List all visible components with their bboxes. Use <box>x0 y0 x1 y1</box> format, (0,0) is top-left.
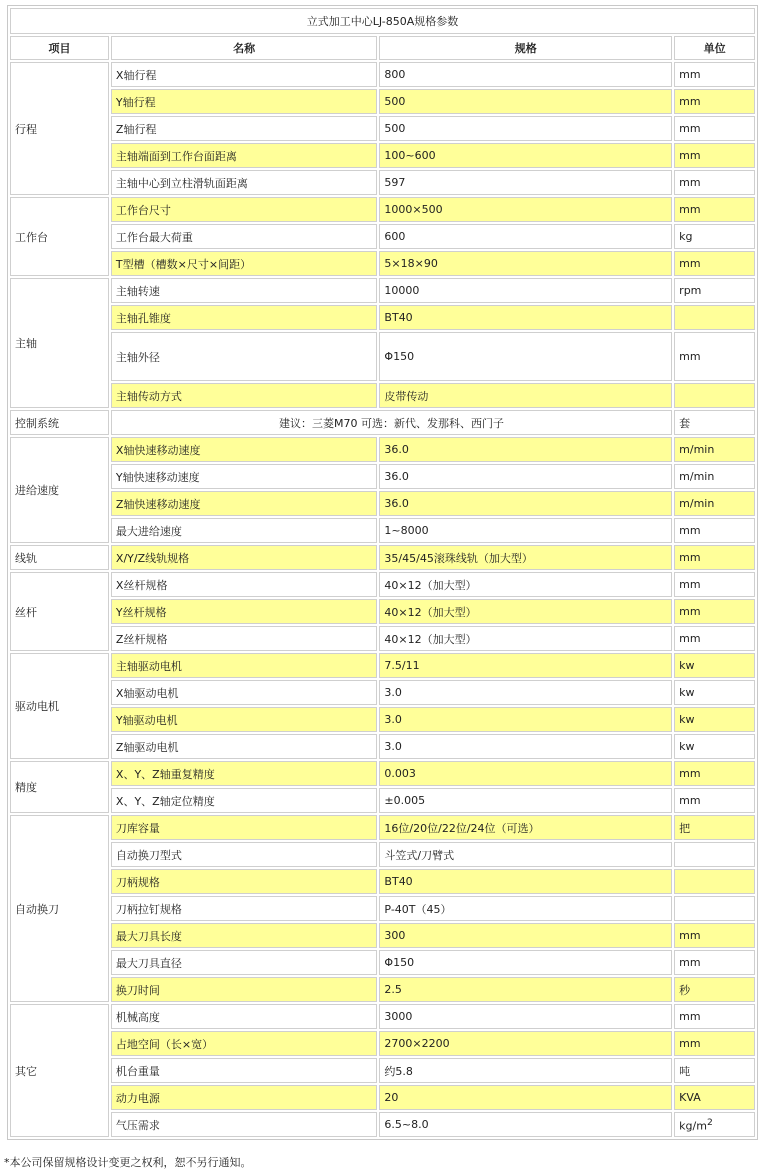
table-row <box>10 251 755 276</box>
spec-cell: 3.0 <box>379 734 672 759</box>
unit-cell <box>674 1004 755 1029</box>
table-row <box>10 1058 755 1083</box>
table-row <box>10 842 755 867</box>
unit-cell <box>674 170 755 195</box>
category-cell: 线轨 <box>10 545 109 570</box>
name-cell: 自动换刀型式 <box>111 842 378 867</box>
unit-cell <box>674 1058 755 1083</box>
name-cell: 刀柄拉钉规格 <box>111 896 378 921</box>
spec-cell: 0.003 <box>379 761 672 786</box>
unit-text: mm <box>679 1010 701 1023</box>
spec-cell: 500 <box>379 116 672 141</box>
unit-cell <box>674 197 755 222</box>
table-row <box>10 116 755 141</box>
table-header-row <box>10 36 755 60</box>
unit-text: mm <box>679 95 701 108</box>
spec-cell: 600 <box>379 224 672 249</box>
unit-cell <box>674 734 755 759</box>
category-cell: 丝杆 <box>10 572 109 651</box>
unit-text: mm <box>679 632 701 645</box>
spec-cell: 7.5/11 <box>379 653 672 678</box>
name-cell: 刀库容量 <box>111 815 378 840</box>
spec-cell: 40×12（加大型） <box>379 599 672 624</box>
unit-cell <box>674 626 755 651</box>
name-cell: X轴驱动电机 <box>111 680 378 705</box>
unit-cell <box>674 1112 755 1137</box>
spec-cell: 皮带传动 <box>379 383 672 408</box>
category-cell: 精度 <box>10 761 109 813</box>
unit-text: mm <box>679 956 701 969</box>
name-cell: 主轴驱动电机 <box>111 653 378 678</box>
category-cell: 控制系统 <box>10 410 109 435</box>
table-row <box>10 896 755 921</box>
name-cell: Z轴行程 <box>111 116 378 141</box>
spec-cell: 2700×2200 <box>379 1031 672 1056</box>
spec-cell: BT40 <box>379 305 672 330</box>
spec-cell: 约5.8 <box>379 1058 672 1083</box>
spec-cell: 20 <box>379 1085 672 1110</box>
unit-cell <box>674 842 755 867</box>
spec-cell: 36.0 <box>379 464 672 489</box>
table-row <box>10 599 755 624</box>
unit-cell <box>674 437 755 462</box>
unit-text: mm <box>679 257 701 270</box>
table-row <box>10 1004 755 1029</box>
name-cell: 机台重量 <box>111 1058 378 1083</box>
unit-text: mm <box>679 767 701 780</box>
unit-cell <box>674 332 755 381</box>
unit-text: KVA <box>679 1091 701 1104</box>
unit-superscript: 2 <box>706 1116 713 1128</box>
spec-cell: Φ150 <box>379 332 672 381</box>
unit-cell <box>674 278 755 303</box>
unit-text: mm <box>679 1037 701 1050</box>
unit-cell <box>674 1085 755 1110</box>
table-row <box>10 305 755 330</box>
unit-text: mm <box>679 203 701 216</box>
table-row <box>10 1085 755 1110</box>
table-row <box>10 518 755 543</box>
name-cell: X/Y/Z线轨规格 <box>111 545 378 570</box>
name-cell: Y轴驱动电机 <box>111 707 378 732</box>
unit-cell <box>674 116 755 141</box>
name-cell: 气压需求 <box>111 1112 378 1137</box>
category-cell: 自动换刀 <box>10 815 109 1002</box>
name-cell: 最大刀具直径 <box>111 950 378 975</box>
name-cell: T型槽（槽数×尺寸×间距） <box>111 251 378 276</box>
unit-cell <box>674 491 755 516</box>
unit-cell <box>674 599 755 624</box>
name-cell: 最大刀具长度 <box>111 923 378 948</box>
unit-text: kw <box>679 740 695 753</box>
table-row <box>10 788 755 813</box>
unit-cell <box>674 545 755 570</box>
spec-cell: 40×12（加大型） <box>379 572 672 597</box>
spec-cell: BT40 <box>379 869 672 894</box>
spec-table <box>7 5 758 1140</box>
table-row <box>10 89 755 114</box>
unit-cell <box>674 653 755 678</box>
unit-cell <box>674 977 755 1002</box>
unit-text: kg/m <box>679 1119 707 1133</box>
unit-text: 套 <box>679 416 691 430</box>
category-cell: 工作台 <box>10 197 109 276</box>
unit-cell <box>674 1031 755 1056</box>
header-item: 项目 <box>10 36 109 60</box>
name-cell: 主轴孔锥度 <box>111 305 378 330</box>
table-row <box>10 923 755 948</box>
unit-text: m/min <box>679 497 715 510</box>
unit-cell <box>674 923 755 948</box>
unit-text: mm <box>679 578 701 591</box>
unit-cell <box>674 383 755 408</box>
unit-cell <box>674 572 755 597</box>
unit-cell <box>674 305 755 330</box>
unit-text: mm <box>679 176 701 189</box>
category-cell: 其它 <box>10 1004 109 1137</box>
name-cell: Z轴快速移动速度 <box>111 491 378 516</box>
unit-text: 把 <box>679 821 691 835</box>
unit-text: rpm <box>679 284 702 297</box>
spec-cell: 16位/20位/22位/24位（可选） <box>379 815 672 840</box>
table-row <box>10 278 755 303</box>
spec-cell: 800 <box>379 62 672 87</box>
table-row <box>10 950 755 975</box>
name-cell: 占地空间（长×宽） <box>111 1031 378 1056</box>
unit-text: 秒 <box>679 983 691 997</box>
unit-text: mm <box>679 551 701 564</box>
unit-cell <box>674 251 755 276</box>
name-cell: 工作台最大荷重 <box>111 224 378 249</box>
category-cell: 行程 <box>10 62 109 195</box>
table-row <box>10 410 755 435</box>
name-cell: 工作台尺寸 <box>111 197 378 222</box>
name-cell: 主轴转速 <box>111 278 378 303</box>
unit-text: mm <box>679 605 701 618</box>
name-cell: X丝杆规格 <box>111 572 378 597</box>
table-row <box>10 734 755 759</box>
table-row <box>10 977 755 1002</box>
unit-text: mm <box>679 524 701 537</box>
unit-cell <box>674 788 755 813</box>
spec-cell: 3000 <box>379 1004 672 1029</box>
spec-cell: 300 <box>379 923 672 948</box>
name-cell: 机械高度 <box>111 1004 378 1029</box>
category-cell: 驱动电机 <box>10 653 109 759</box>
name-cell: 主轴中心到立柱滑轨面距离 <box>111 170 378 195</box>
spec-cell: 500 <box>379 89 672 114</box>
spec-cell: 1~8000 <box>379 518 672 543</box>
unit-text: m/min <box>679 470 715 483</box>
spec-cell: 10000 <box>379 278 672 303</box>
unit-cell <box>674 464 755 489</box>
category-cell: 主轴 <box>10 278 109 408</box>
table-row <box>10 383 755 408</box>
table-row <box>10 653 755 678</box>
name-cell: 刀柄规格 <box>111 869 378 894</box>
category-cell: 进给速度 <box>10 437 109 543</box>
name-cell: 换刀时间 <box>111 977 378 1002</box>
spec-cell: 3.0 <box>379 680 672 705</box>
unit-cell <box>674 896 755 921</box>
unit-text: mm <box>679 350 701 363</box>
name-cell: 主轴传动方式 <box>111 383 378 408</box>
table-row <box>10 332 755 381</box>
spec-cell: 597 <box>379 170 672 195</box>
spec-cell: 2.5 <box>379 977 672 1002</box>
spec-cell: 5×18×90 <box>379 251 672 276</box>
name-cell: Y轴快速移动速度 <box>111 464 378 489</box>
name-cell: 动力电源 <box>111 1085 378 1110</box>
unit-cell <box>674 869 755 894</box>
name-cell: Y轴行程 <box>111 89 378 114</box>
spec-cell: 100~600 <box>379 143 672 168</box>
table-row <box>10 572 755 597</box>
unit-cell <box>674 815 755 840</box>
unit-text: kw <box>679 713 695 726</box>
table-row <box>10 62 755 87</box>
unit-cell <box>674 518 755 543</box>
name-cell: 最大进给速度 <box>111 518 378 543</box>
spec-cell: 6.5~8.0 <box>379 1112 672 1137</box>
table-row <box>10 197 755 222</box>
name-cell: Y丝杆规格 <box>111 599 378 624</box>
merged-spec-cell: 建议：三菱M70 可选：新代、发那科、西门子 <box>111 410 672 435</box>
name-cell: Z丝杆规格 <box>111 626 378 651</box>
spec-cell: 3.0 <box>379 707 672 732</box>
name-cell: 主轴端面到工作台面距离 <box>111 143 378 168</box>
spec-cell: ±0.005 <box>379 788 672 813</box>
table-row <box>10 143 755 168</box>
table-row <box>10 680 755 705</box>
table-row <box>10 761 755 786</box>
header-name: 名称 <box>111 36 378 60</box>
unit-cell <box>674 410 755 435</box>
unit-text: mm <box>679 794 701 807</box>
spec-cell: 36.0 <box>379 491 672 516</box>
spec-cell: P-40T（45） <box>379 896 672 921</box>
unit-text: mm <box>679 929 701 942</box>
table-row <box>10 815 755 840</box>
spec-cell: Φ150 <box>379 950 672 975</box>
unit-cell <box>674 224 755 249</box>
footnote: *本公司保留规格设计变更之权利，恕不另行通知。 <box>4 1156 252 1169</box>
table-row <box>10 224 755 249</box>
table-row <box>10 1031 755 1056</box>
unit-cell <box>674 950 755 975</box>
table-row <box>10 545 755 570</box>
spec-cell: 斗笠式/刀臂式 <box>379 842 672 867</box>
name-cell: X、Y、Z轴定位精度 <box>111 788 378 813</box>
table-row <box>10 707 755 732</box>
unit-cell <box>674 143 755 168</box>
table-row <box>10 869 755 894</box>
table-row <box>10 464 755 489</box>
table-row <box>10 170 755 195</box>
table-title: 立式加工中心LJ-850A规格参数 <box>10 8 755 34</box>
unit-cell <box>674 761 755 786</box>
spec-cell: 40×12（加大型） <box>379 626 672 651</box>
unit-text: mm <box>679 122 701 135</box>
name-cell: X轴行程 <box>111 62 378 87</box>
unit-cell <box>674 89 755 114</box>
unit-text: kg <box>679 230 693 243</box>
unit-cell <box>674 62 755 87</box>
unit-text: kw <box>679 659 695 672</box>
spec-cell: 1000×500 <box>379 197 672 222</box>
unit-text: kw <box>679 686 695 699</box>
unit-text: mm <box>679 68 701 81</box>
spec-cell: 35/45/45滚珠线轨（加大型） <box>379 545 672 570</box>
name-cell: X、Y、Z轴重复精度 <box>111 761 378 786</box>
table-row <box>10 437 755 462</box>
unit-text: 吨 <box>679 1064 691 1078</box>
name-cell: X轴快速移动速度 <box>111 437 378 462</box>
name-cell: Z轴驱动电机 <box>111 734 378 759</box>
name-cell: 主轴外径 <box>111 332 378 381</box>
unit-cell <box>674 680 755 705</box>
unit-text: m/min <box>679 443 715 456</box>
table-row <box>10 626 755 651</box>
spec-cell: 36.0 <box>379 437 672 462</box>
table-row <box>10 1112 755 1137</box>
unit-text: mm <box>679 149 701 162</box>
table-row <box>10 491 755 516</box>
header-spec: 规格 <box>379 36 672 60</box>
header-unit: 单位 <box>674 36 755 60</box>
unit-cell <box>674 707 755 732</box>
